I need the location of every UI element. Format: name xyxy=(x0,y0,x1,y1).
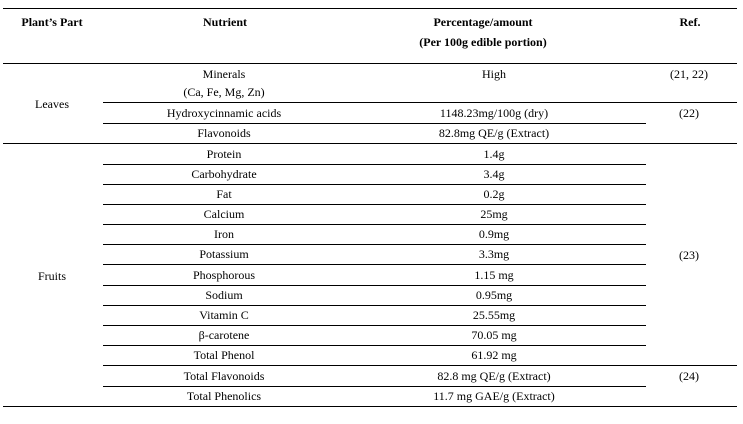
nutrient-cell: Fat xyxy=(216,187,232,201)
header-nutrient: Nutrient xyxy=(203,15,247,29)
amount-cell: 1148.23mg/100g (dry) xyxy=(439,106,549,120)
amount-cell: 82.8 mg QE/g (Extract) xyxy=(437,369,551,383)
amount-cell: 1.4g xyxy=(483,147,505,161)
nutrient-subtext: (Ca, Fe, Mg, Zn) xyxy=(183,85,265,99)
ref-rule xyxy=(646,102,737,103)
amount-cell: 0.2g xyxy=(483,187,505,201)
row-rule xyxy=(103,102,646,103)
row-rule xyxy=(103,244,646,245)
header-amount-line1: Percentage/amount xyxy=(433,15,533,29)
amount-cell: 1.15 mg xyxy=(474,268,514,282)
row-rule xyxy=(103,305,646,306)
row-rule xyxy=(103,325,646,326)
amount-cell: High xyxy=(482,67,506,81)
row-rule xyxy=(103,365,737,366)
ref-cell: (21, 22) xyxy=(670,67,708,81)
amount-cell: 70.05 mg xyxy=(471,328,517,342)
nutrient-cell: Protein xyxy=(206,147,242,161)
row-rule xyxy=(103,345,646,346)
plant-part-fruits: Fruits xyxy=(37,269,67,283)
nutrient-cell: Total Flavonoids xyxy=(183,369,265,383)
row-rule xyxy=(103,285,646,286)
header-plant-part: Plant’s Part xyxy=(21,15,83,29)
nutrient-cell: Total Phenolics xyxy=(186,389,262,403)
amount-cell: 82.8mg QE/g (Extract) xyxy=(438,126,550,140)
amount-cell: 0.95mg xyxy=(475,288,513,302)
ref-cell: (22) xyxy=(679,106,699,120)
nutrient-cell: Calcium xyxy=(203,207,245,221)
header-ref: Ref. xyxy=(679,15,701,29)
ref-cell: (23) xyxy=(679,248,699,262)
amount-cell: 25mg xyxy=(480,207,508,221)
amount-cell: 61.92 mg xyxy=(471,348,517,362)
header-amount-line2: (Per 100g edible portion) xyxy=(419,35,547,49)
nutrient-cell: Carbohydrate xyxy=(191,167,257,181)
nutrient-cell: Flavonoids xyxy=(197,126,251,140)
row-rule xyxy=(103,123,646,124)
amount-cell: 3.4g xyxy=(483,167,505,181)
nutrient-cell: Hydroxycinnamic acids xyxy=(166,106,282,120)
table-bottom-rule xyxy=(3,406,737,407)
row-rule xyxy=(103,184,646,185)
ref-cell: (24) xyxy=(679,369,699,383)
nutrient-cell: Minerals xyxy=(202,67,246,81)
nutrient-cell: Total Phenol xyxy=(193,348,255,362)
leaves-bottom-rule xyxy=(3,143,737,144)
plant-part-leaves: Leaves xyxy=(35,97,69,111)
nutrient-cell: Vitamin C xyxy=(199,308,249,322)
nutrient-cell: β-carotene xyxy=(198,328,250,342)
amount-cell: 3.3mg xyxy=(478,247,510,261)
nutrient-cell: Phosphorous xyxy=(192,268,256,282)
row-rule xyxy=(103,264,646,265)
row-rule xyxy=(103,386,646,387)
nutrient-cell: Potassium xyxy=(199,247,249,261)
amount-cell: 0.9mg xyxy=(478,227,510,241)
amount-cell: 11.7 mg GAE/g (Extract) xyxy=(433,389,555,403)
header-bottom-rule xyxy=(3,63,737,64)
row-rule xyxy=(103,224,646,225)
row-rule xyxy=(103,204,646,205)
row-rule xyxy=(103,164,646,165)
amount-cell: 25.55mg xyxy=(472,308,516,322)
table-top-rule xyxy=(3,8,737,9)
nutrient-cell: Iron xyxy=(214,227,234,241)
nutrient-cell: Sodium xyxy=(205,288,243,302)
